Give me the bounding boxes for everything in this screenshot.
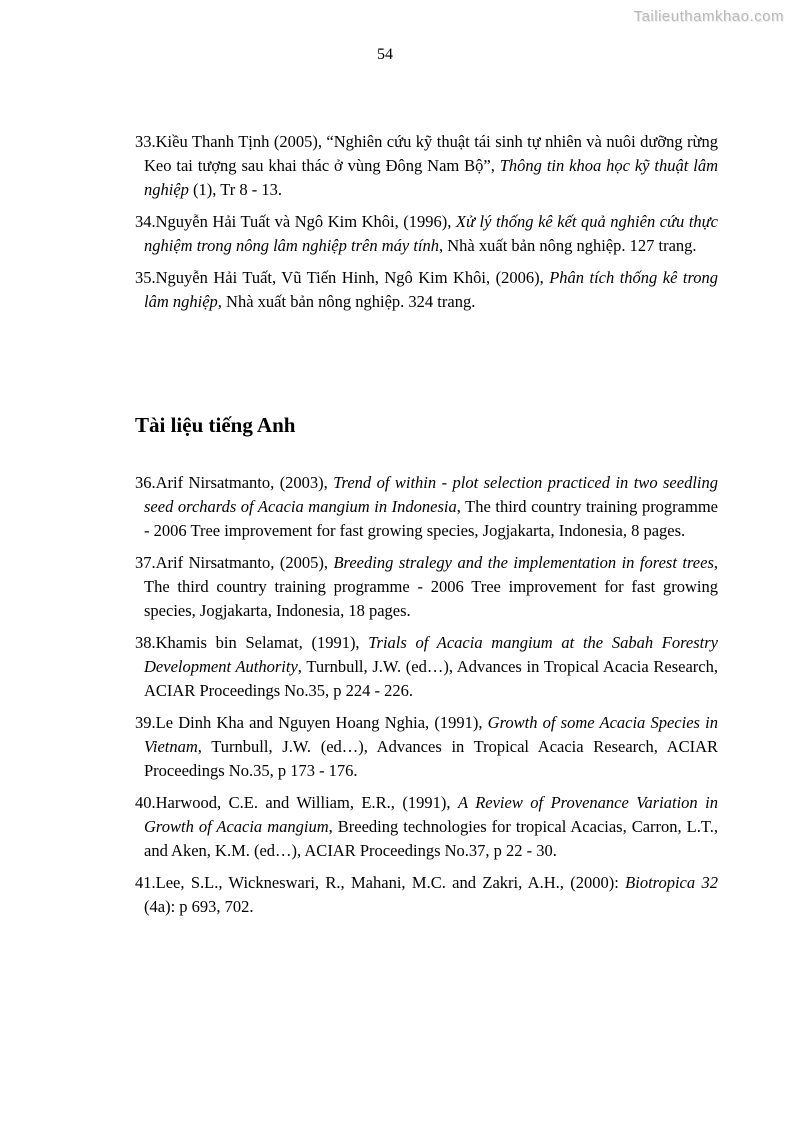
reference-text: , Nhà xuất bản nông nghiệp. 127 trang.: [439, 236, 697, 255]
reference-title-italic: Thông tin khoa học kỹ thuật lâm nghiệp: [144, 156, 718, 199]
reference-item: [135, 711, 718, 783]
reference-text: Arif Nirsatmanto, (2005),: [155, 553, 334, 572]
reference-item: [135, 791, 718, 863]
reference-number: 36.: [135, 473, 156, 492]
reference-item: [135, 871, 718, 919]
reference-title-italic: A Review of Provenance Variation in Growth of Acacia mangium: [144, 793, 718, 836]
reference-text: Kiều Thanh Tịnh (2005), “Nghiên cứu kỹ thuật tái sinh tự nhiên và nuôi dưỡng rừng Keo tai tượng sau khai thác ở vùng Đông Nam Bộ”,: [144, 132, 718, 175]
reference-number: 35.: [135, 268, 156, 287]
reference-text: , The third country training programme - 2006 Tree improvement for fast growing species, Jogjakarta, Indonesia, 8 pages.: [144, 497, 718, 540]
references-page: [135, 130, 718, 927]
reference-title-italic: Biotropica 32: [625, 873, 718, 892]
reference-title-italic: Trials of Acacia mangium at the Sabah Forestry Development Authority: [144, 633, 718, 676]
page-number: 54: [377, 46, 393, 63]
reference-text: Nguyễn Hải Tuất và Ngô Kim Khôi, (1996),: [155, 212, 456, 231]
reference-item: [135, 266, 718, 314]
reference-item: [135, 551, 718, 623]
reference-item: [135, 210, 718, 258]
reference-text: , Nhà xuất bản nông nghiệp. 324 trang.: [217, 292, 476, 311]
reference-number: 34.: [135, 212, 156, 231]
reference-text: , Breeding technologies for tropical Acacias, Carron, L.T., and Aken, K.M. (ed…), ACIAR Proceedings No.37, p 22 - 30.: [144, 817, 718, 860]
reference-group-english: [135, 471, 718, 919]
reference-number: 33.: [135, 132, 156, 151]
reference-text: , The third country training programme - 2006 Tree improvement for fast growing species, Jogjakarta, Indonesia, 18 pages.: [144, 553, 718, 620]
reference-text: (1), Tr 8 - 13.: [188, 180, 282, 199]
reference-text: Arif Nirsatmanto, (2003),: [155, 473, 334, 492]
reference-text: Lee, S.L., Wickneswari, R., Mahani, M.C. and Zakri, A.H., (2000):: [155, 873, 626, 892]
reference-number: 37.: [135, 553, 156, 572]
reference-text: , Turnbull, J.W. (ed…), Advances in Tropical Acacia Research, ACIAR Proceedings No.35, p 224 - 226.: [144, 657, 719, 700]
section-heading-english-references: Tài liệu tiếng Anh: [135, 413, 296, 437]
reference-title-italic: Phân tích thống kê trong lâm nghiệp: [144, 268, 718, 311]
watermark: Tailieuthamkhao.com: [633, 8, 784, 25]
reference-item: [135, 471, 718, 543]
reference-group-vietnamese: [135, 130, 718, 314]
reference-item: [135, 130, 718, 202]
reference-item: [135, 631, 718, 703]
reference-text: , Turnbull, J.W. (ed…), Advances in Tropical Acacia Research, ACIAR Proceedings No.35, p 173 - 176.: [144, 737, 718, 780]
reference-text: Le Dinh Kha and Nguyen Hoang Nghia, (1991),: [155, 713, 488, 732]
reference-number: 39.: [135, 713, 156, 732]
reference-title-italic: Growth of some Acacia Species in Vietnam: [144, 713, 718, 756]
reference-text: (4a): p 693, 702.: [144, 897, 254, 916]
reference-number: 41.: [135, 873, 156, 892]
reference-text: Khamis bin Selamat, (1991),: [155, 633, 369, 652]
reference-title-italic: Trend of within - plot selection practiced in two seedling seed orchards of Acacia mangium in Indonesia: [144, 473, 718, 516]
reference-number: 40.: [135, 793, 156, 812]
reference-title-italic: Breeding stralegy and the implementation in forest trees: [333, 553, 714, 572]
reference-title-italic: Xử lý thống kê kết quả nghiên cứu thực nghiệm trong nông lâm nghiệp trên máy tính: [144, 212, 718, 255]
reference-text: Harwood, C.E. and William, E.R., (1991),: [155, 793, 458, 812]
reference-text: Nguyễn Hải Tuất, Vũ Tiến Hinh, Ngô Kim Khôi, (2006),: [155, 268, 550, 287]
reference-number: 38.: [135, 633, 156, 652]
